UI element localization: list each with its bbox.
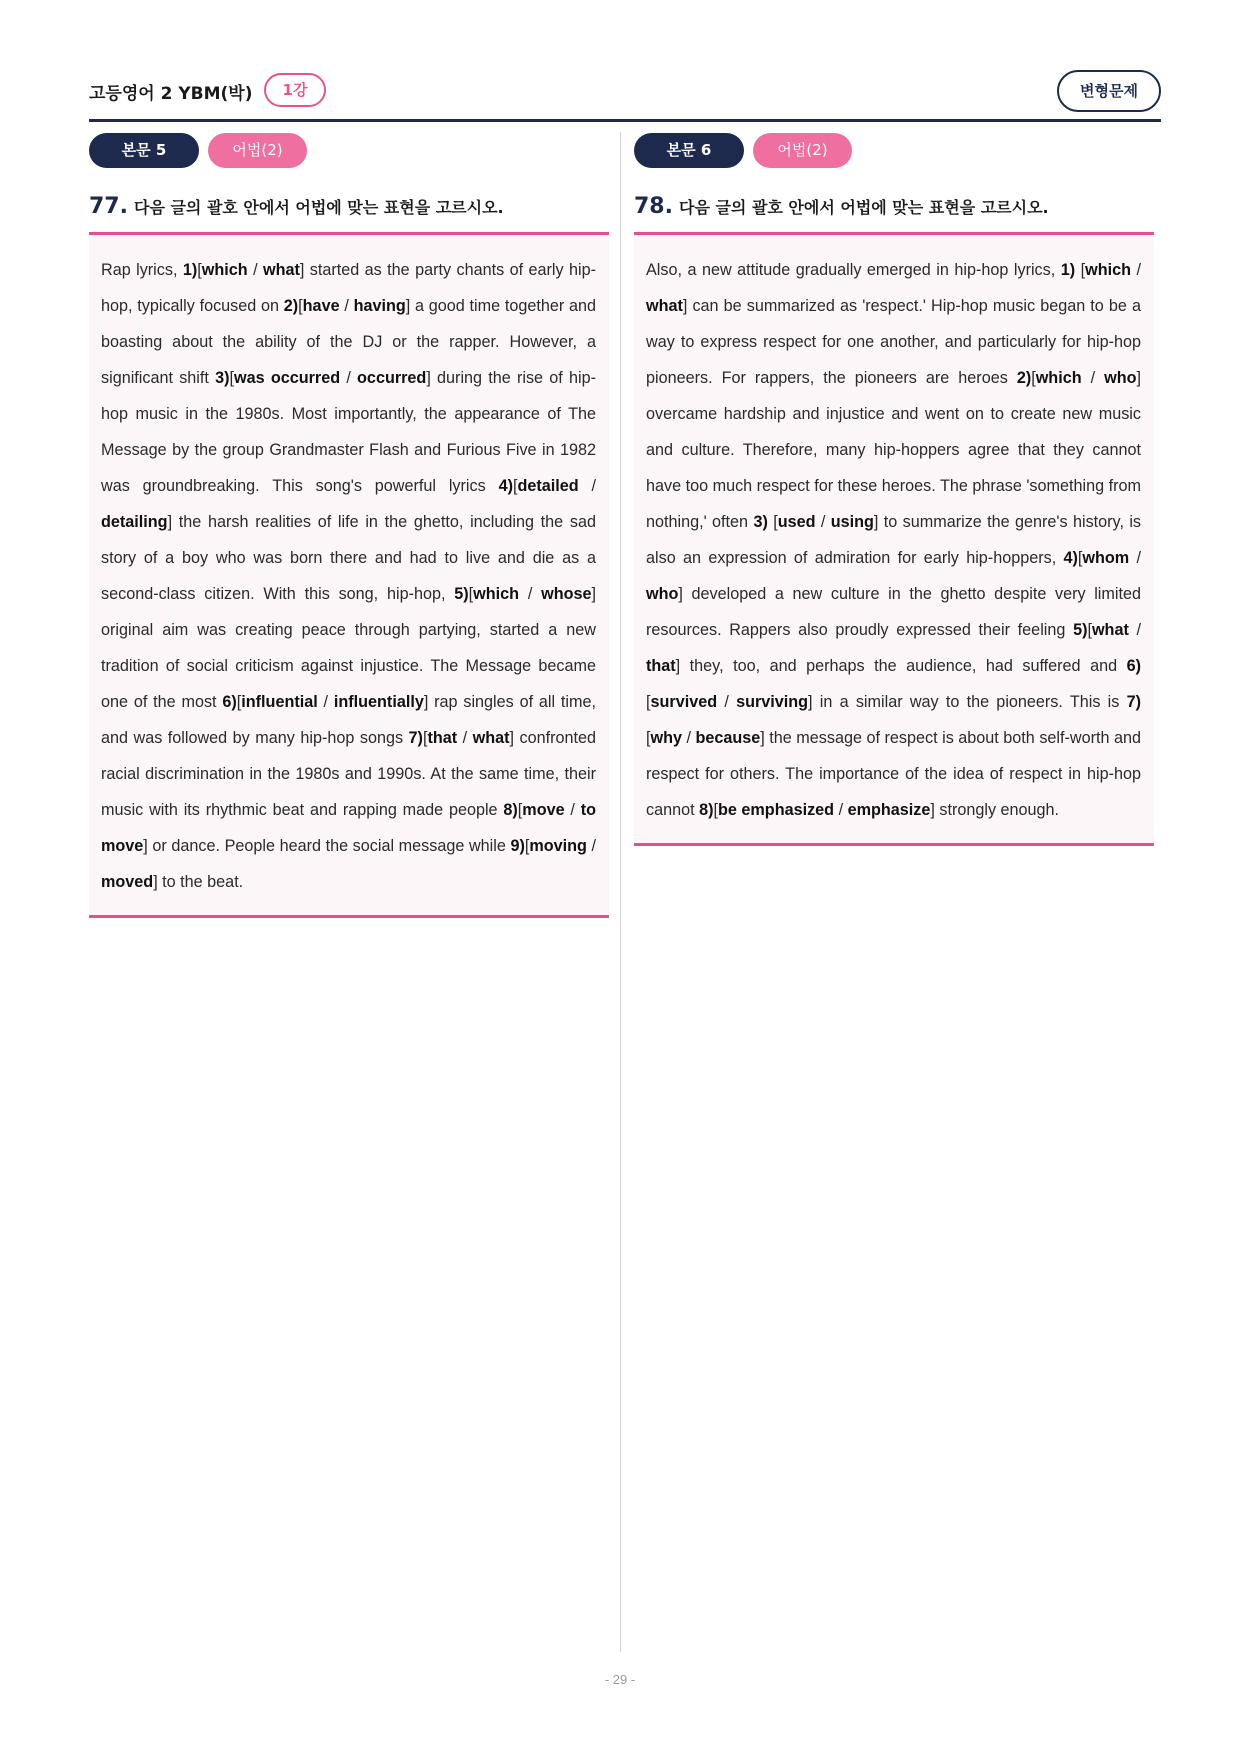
answer-choice: that (646, 657, 676, 675)
answer-choice: using (830, 513, 874, 531)
answer-choice: 6) (222, 693, 237, 711)
answer-choice: what (472, 729, 510, 747)
answer-choice: which (1035, 369, 1082, 387)
answer-choice: that (427, 729, 458, 747)
header-divider (89, 119, 1161, 122)
answer-choice: influentially (333, 693, 424, 711)
answer-choice: whom (1082, 549, 1130, 567)
passage-box (89, 232, 609, 918)
answer-choice: moving (529, 837, 587, 855)
answer-choice: 8) (699, 801, 714, 819)
question-instruction: 다음 글의 괄호 안에서 어법에 맞는 표현을 고르시오. (133, 198, 504, 217)
answer-choice: 6) (1126, 657, 1141, 675)
answer-choice: detailed (517, 477, 579, 495)
answer-choice: 5) (1073, 621, 1088, 639)
answer-choice: move (522, 801, 565, 819)
answer-choice: whose (541, 585, 592, 603)
answer-choice: 3) (215, 369, 230, 387)
answer-choice: 7) (408, 729, 423, 747)
answer-choice: what (263, 261, 300, 279)
answer-choice: why (650, 729, 682, 747)
answer-choice: 1) (1060, 261, 1076, 279)
question-number: 77. (89, 194, 128, 219)
passage-box (634, 232, 1154, 846)
question-instruction: 다음 글의 괄호 안에서 어법에 맞는 표현을 고르시오. (678, 198, 1049, 217)
answer-choice: what (646, 297, 683, 315)
passage-text: Rap lyrics, 1)[which / what] started as the party chants of early hip-hop, typically focused on 2)[have / having] a good time together and boasting about the ability of the DJ or the rapper. However, a significant shift 3)[was occurred / occurred] during the rise of hip-hop music in the 1980s. Most importantly, the appearance of The Message by the group Grandmaster Flash and Furious Five in 1982 was groundbreaking. This song's powerful lyrics 4)[detailed / detailing] the harsh realities of life in the ghetto, including the sad story of a boy who was born there and had to live and die as a second-class citizen. With this song, hip-hop, 5)[which / whose] original aim was creating peace through partying, started a new tradition of social criticism against injustice. The Message became one of the most 6)[influential / influentially] rap singles of all time, and was followed by many hip-hop songs 7)[that / what] confronted racial discrimination in the 1980s and 1990s. At the same time, their music with its rhythmic beat and rapping made people 8)[move / to move] or dance. People heard the social message while 9)[moving / moved] to the beat. (101, 261, 597, 891)
category-tag: 어법(2) (753, 133, 852, 168)
textbook-title: 고등영어 2 YBM(박) (89, 84, 253, 104)
section-tags (634, 133, 1154, 169)
answer-choice: used (777, 513, 816, 531)
answer-choice: occurred (357, 369, 427, 387)
answer-choice: 3) (753, 513, 768, 531)
question-number: 78. (634, 194, 673, 219)
answer-choice: surviving (736, 693, 809, 711)
answer-choice: because (695, 729, 761, 747)
answer-choice: be emphasized (718, 801, 835, 819)
left-column (89, 133, 609, 918)
answer-choice: which (473, 585, 520, 603)
answer-choice: having (353, 297, 406, 315)
answer-choice: moved (101, 873, 154, 891)
answer-choice: influential (241, 693, 318, 711)
passage-tag: 본문 5 (89, 133, 199, 168)
answer-choice: which (201, 261, 248, 279)
section-tags (89, 133, 609, 169)
question-type-badge: 변형문제 (1057, 70, 1161, 112)
answer-choice: who (1104, 369, 1137, 387)
column-divider (620, 132, 621, 1652)
answer-choice: emphasize (847, 801, 931, 819)
answer-choice: 4) (1063, 549, 1078, 567)
answer-choice: survived (650, 693, 718, 711)
answer-choice: was occurred (234, 369, 341, 387)
answer-choice: which (1085, 261, 1132, 279)
answer-choice: 2) (1016, 369, 1032, 387)
passage-tag: 본문 6 (634, 133, 744, 168)
page-number: - 29 - (604, 1672, 636, 1687)
answer-choice: 7) (1126, 693, 1141, 711)
answer-choice: to move (101, 801, 597, 855)
answer-choice: 8) (503, 801, 518, 819)
answer-choice: who (646, 585, 679, 603)
answer-choice: 5) (454, 585, 469, 603)
answer-choice: 4) (498, 477, 513, 495)
answer-choice: what (1091, 621, 1129, 639)
answer-choice: 1) (182, 261, 198, 279)
answer-choice: 2) (283, 297, 299, 315)
question-heading (89, 194, 609, 228)
passage-text: Also, a new attitude gradually emerged in hip-hop lyrics, 1) [which / what] can be summarized as 'respect.' Hip-hop music began to be a way to express respect for one another, and particularly for hip-hop pioneers. For rappers, the pioneers are heroes 2)[which / who] overcame hardship and injustice and went on to create new music and culture. Therefore, many hip-hoppers agree that they cannot have too much respect for these heroes. The phrase 'something from nothing,' often 3) [used / using] to summarize the genre's history, is also an expression of admiration for early hip-hoppers, 4)[whom / who] developed a new culture in the ghetto despite very limited resources. Rappers also proudly expressed their feeling 5)[what / that] they, too, and perhaps the audience, had suffered and 6)[survived / surviving] in a similar way to the pioneers. This is 7)[why / because] the message of respect is about both self-worth and respect for others. The importance of the idea of respect in hip-hop cannot 8)[be emphasized / emphasize] strongly enough. (646, 261, 1142, 819)
answer-choice: have (302, 297, 340, 315)
question-heading (634, 194, 1154, 228)
page-header (89, 70, 1161, 122)
category-tag: 어법(2) (208, 133, 307, 168)
right-column (634, 133, 1154, 846)
answer-choice: detailing (101, 513, 168, 531)
lesson-badge: 1강 (264, 73, 326, 107)
answer-choice: 9) (510, 837, 525, 855)
